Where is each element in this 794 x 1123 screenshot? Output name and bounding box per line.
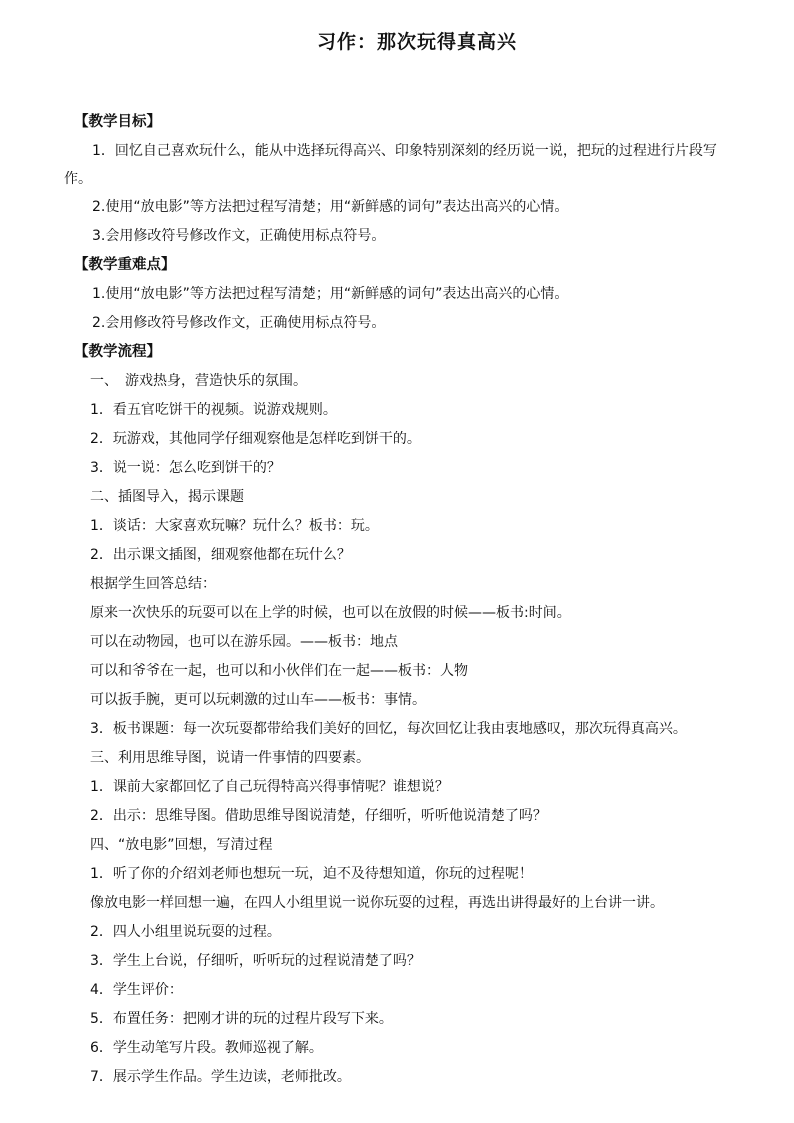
process-item: 可以扳手腕，更可以玩刺激的过山车——板书：事情。 xyxy=(90,692,426,708)
process-item: 3．说一说：怎么吃到饼干的？ xyxy=(90,460,281,476)
section-heading: 【教学流程】 xyxy=(74,344,161,360)
section-keypoints xyxy=(64,251,730,338)
process-item: 7．展示学生作品。学生边读，老师批改。 xyxy=(90,1069,351,1085)
process-item: 4．学生评价： xyxy=(90,982,183,998)
process-item: 2．玩游戏，其他同学仔细观察他是怎样吃到饼干的。 xyxy=(90,431,421,447)
process-item: 原来一次快乐的玩耍可以在上学的时候，也可以在放假的时候——板书:时间。 xyxy=(90,605,571,621)
process-item: 可以在动物园，也可以在游乐园。——板书：地点 xyxy=(90,634,398,650)
keypoint-item: 2.会用修改符号修改作文，正确使用标点符号。 xyxy=(92,315,386,331)
process-item: 像放电影一样回想一遍，在四人小组里说一说你玩耍的过程，再选出讲得最好的上台讲一讲。 xyxy=(90,895,664,911)
document-title: 习作：那次玩得真高兴 xyxy=(316,31,517,53)
process-item: 可以和爷爷在一起，也可以和小伙伴们在一起——板书：人物 xyxy=(90,663,468,679)
goal-item: 3.会用修改符号修改作文，正确使用标点符号。 xyxy=(92,228,386,244)
goal-item: 1．回忆自己喜欢玩什么，能从中选择玩得高兴、印象特别深刻的经历说一说，把玩的过程进行片段写作。 xyxy=(64,143,717,187)
process-item: 2．四人小组里说玩耍的过程。 xyxy=(90,924,281,940)
process-item: 1．看五官吃饼干的视频。说游戏规则。 xyxy=(90,402,337,418)
process-item: 三、利用思维导图，说请一件事情的四要素。 xyxy=(90,750,370,766)
section-goals xyxy=(64,108,730,251)
process-item: 5．布置任务：把刚才讲的玩的过程片段写下来。 xyxy=(90,1011,393,1027)
process-item: 一、 游戏热身，营造快乐的氛围。 xyxy=(90,373,307,389)
process-item: 2．出示课文插图，细观察他都在玩什么？ xyxy=(90,547,351,563)
process-item: 根据学生回答总结： xyxy=(90,576,216,592)
process-item: 1．课前大家都回忆了自己玩得特高兴得事情呢？谁想说？ xyxy=(90,779,449,795)
process-item: 2．出示：思维导图。借助思维导图说清楚，仔细听，听听他说清楚了吗？ xyxy=(90,808,547,824)
goal-item: 2.使用“放电影”等方法把过程写清楚；用“新鲜感的词句”表达出高兴的心情。 xyxy=(92,199,569,215)
process-item: 3．板书课题：每一次玩耍都带给我们美好的回忆，每次回忆让我由衷地感叹，那次玩得真高兴。 xyxy=(90,721,687,737)
process-item: 3．学生上台说，仔细听，听听玩的过程说清楚了吗？ xyxy=(90,953,421,969)
process-item: 二、插图导入，揭示课题 xyxy=(90,489,244,505)
process-item: 1．谈话：大家喜欢玩嘛？玩什么？板书：玩。 xyxy=(90,518,379,534)
process-item: 1．听了你的介绍刘老师也想玩一玩，迫不及待想知道，你玩的过程呢！ xyxy=(90,866,533,882)
process-item: 四、“放电影”回想，写清过程 xyxy=(90,837,273,853)
keypoint-item: 1.使用“放电影”等方法把过程写清楚；用“新鲜感的词句”表达出高兴的心情。 xyxy=(92,286,569,302)
section-heading: 【教学重难点】 xyxy=(74,257,176,273)
section-heading: 【教学目标】 xyxy=(74,114,161,130)
process-item: 6．学生动笔写片段。教师巡视了解。 xyxy=(90,1040,323,1056)
section-process xyxy=(64,338,730,1092)
